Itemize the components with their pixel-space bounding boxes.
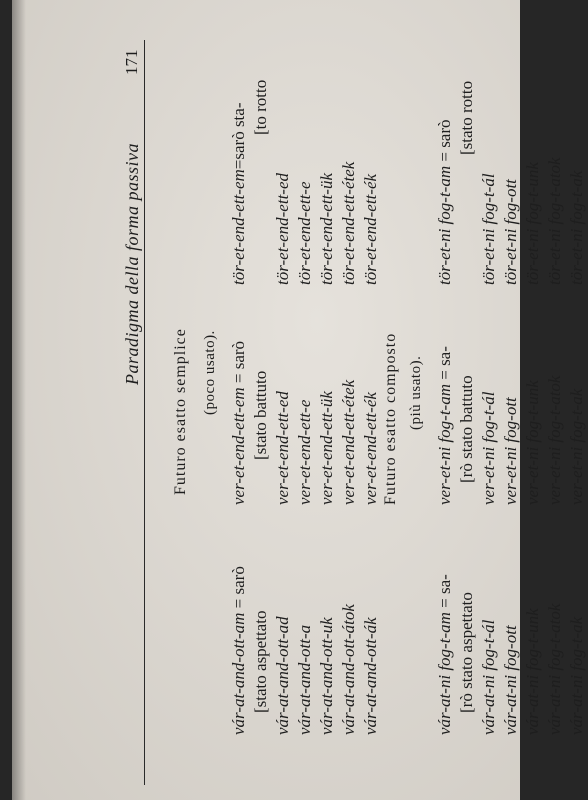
paradigm-line: ver-et-end-ett-e [295, 399, 314, 505]
section2-subtitle: (più usato). [408, 355, 424, 430]
paradigm-line: vár-at-ni fog-ott [501, 625, 520, 735]
paradigm-line: tör-et-ni fog-t-ak [567, 170, 586, 285]
paradigm-line: vár-at-ni fog-t-ál [479, 619, 498, 735]
paradigm-line: vár-at-and-ott-ák [361, 617, 380, 735]
paradigm-line: tör-et-ni fog-t-atok [545, 157, 564, 285]
paradigm-line: tör-et-end-ett-ük [317, 173, 336, 285]
section1-title: Futuro esatto semplice [172, 328, 189, 495]
paradigm-line: tör-et-end-ett-ed [273, 173, 292, 285]
section1-subtitle: (poco usato). [202, 330, 218, 415]
paradigm-line: vár-at-ni fog-t-ak [567, 616, 586, 735]
section2-column-2 [434, 346, 588, 505]
paradigm-line: ver-et-ni fog-t-am = sa- [435, 346, 454, 505]
paradigm-line: vár-at-ni fog-t-am = sa- [435, 574, 454, 735]
paradigm-line-continuation: [rò stato aspettato [457, 592, 476, 713]
paradigm-line: tör-et-end-ett-em=sarò sta- [229, 102, 248, 285]
paradigm-line: ver-et-ni fog-ott [501, 397, 520, 505]
page-number: 171 [122, 49, 141, 75]
header-rule [144, 40, 145, 785]
paradigm-line: ver-et-end-ett-ék [361, 392, 380, 505]
section1-column-2 [228, 341, 382, 505]
paradigm-line: ver-et-ni fog-t-ak [567, 388, 586, 505]
paradigm-line-continuation: [stato rotto [457, 80, 476, 155]
paradigm-line: vár-at-and-ott-átok [339, 604, 358, 735]
paradigm-line: tör-et-ni fog-t-unk [523, 162, 542, 285]
rotated-page-content [12, 25, 586, 785]
paradigm-line: ver-et-ni fog-t-ál [479, 391, 498, 505]
section2-column-1 [434, 574, 588, 735]
paradigm-line-continuation: [stato aspettato [251, 610, 270, 713]
running-title: Paradigma della forma passiva [122, 143, 142, 385]
paradigm-line-continuation: [to rotto [251, 79, 270, 135]
section1-column-3 [228, 80, 382, 285]
section2-title: Futuro esatto composto [382, 332, 399, 505]
book-page [12, 0, 586, 800]
paradigm-line-continuation: [rò stato battuto [457, 375, 476, 483]
paradigm-line: tör-et-end-ett-e [295, 181, 314, 285]
paradigm-line: tör-et-ni fog-ott [501, 179, 520, 285]
paradigm-line-continuation: [stato battuto [251, 370, 270, 460]
paradigm-line: tör-et-ni fog-t-ál [479, 173, 498, 285]
section1-column-1 [228, 566, 382, 735]
paradigm-line: vár-at-and-ott-ad [273, 616, 292, 735]
section2-column-3 [434, 81, 588, 285]
paradigm-line: tör-et-end-ett-étek [339, 161, 358, 285]
paradigm-line: ver-et-end-ett-ük [317, 391, 336, 505]
paradigm-line: tör-et-end-ett-ék [361, 173, 380, 285]
paradigm-line: ver-et-end-ett-em = sarò [229, 340, 248, 505]
paradigm-line: tör-et-ni fog-t-am = sarò [435, 119, 454, 285]
paradigm-line: ver-et-ni fog-t-atok [545, 375, 564, 505]
paradigm-line: vár-at-and-ott-a [295, 624, 314, 735]
paradigm-line: vár-at-ni fog-t-unk [523, 608, 542, 735]
paradigm-line: ver-et-end-ett-étek [339, 379, 358, 505]
paradigm-line: vár-at-and-ott-uk [317, 617, 336, 735]
paradigm-line: vár-at-and-ott-am = sarò [229, 566, 248, 735]
paradigm-line: ver-et-end-ett-ed [273, 391, 292, 505]
paradigm-line: vár-at-ni fog-t-atok [545, 603, 564, 735]
paradigm-line: ver-et-ni fog-t-unk [523, 380, 542, 505]
